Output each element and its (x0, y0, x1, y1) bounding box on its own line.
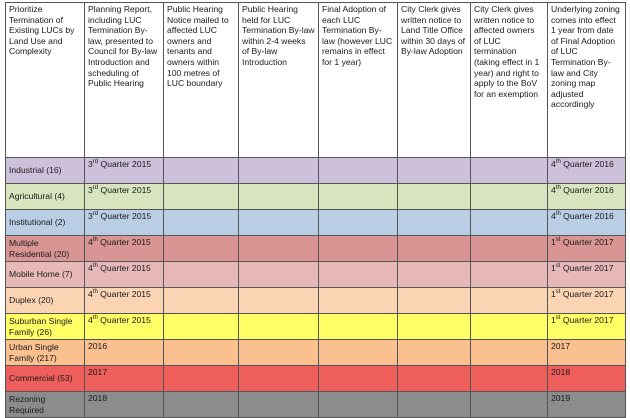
luc-termination-schedule-table (5, 2, 626, 418)
empty-cell (471, 392, 548, 418)
empty-cell (398, 158, 471, 184)
empty-cell (239, 236, 319, 262)
row-label (6, 314, 85, 340)
effective-date-cell (548, 236, 626, 262)
empty-cell (239, 314, 319, 340)
empty-cell (164, 314, 239, 340)
empty-cell (164, 366, 239, 392)
land-use-label: Rezoning Required (9, 393, 46, 415)
start-date-cell (85, 236, 164, 262)
header-owner-notice: City Clerk gives written notice to affected owners of LUC termination (taking effect in 1 year) and right to apply to the BoV for an exemption (471, 3, 548, 158)
start-quarter-suffix: th (92, 237, 98, 244)
start-date-cell (85, 366, 164, 392)
row-label (6, 366, 85, 392)
empty-cell (398, 236, 471, 262)
effective-date-cell (548, 314, 626, 340)
table-row (6, 262, 626, 288)
empty-cell (164, 236, 239, 262)
end-quarter-number: 1 (551, 237, 556, 247)
empty-cell (239, 184, 319, 210)
table-row (6, 158, 626, 184)
empty-cell (164, 184, 239, 210)
empty-cell (471, 262, 548, 288)
header-final-adoption: Final Adoption of each LUC Termination By-law (however LUC remains in effect for 1 year) (319, 3, 398, 158)
empty-cell (319, 366, 398, 392)
start-quarter-suffix: rd (92, 185, 99, 192)
start-date-cell (85, 314, 164, 340)
end-quarter-number: 1 (551, 315, 556, 325)
empty-cell (398, 314, 471, 340)
empty-cell (319, 262, 398, 288)
empty-cell (319, 340, 398, 366)
empty-cell (164, 392, 239, 418)
start-date-text: Quarter 2015 (97, 315, 151, 325)
land-use-label: Industrial (16) (9, 165, 62, 176)
effective-date-cell (548, 210, 626, 236)
empty-cell (239, 158, 319, 184)
empty-cell (239, 340, 319, 366)
start-quarter-number: 4 (88, 237, 93, 247)
table-row (6, 340, 626, 366)
end-date-text: 2019 (551, 393, 571, 403)
empty-cell (239, 210, 319, 236)
table-header (6, 3, 626, 158)
empty-cell (471, 184, 548, 210)
empty-cell (319, 210, 398, 236)
row-label (6, 340, 85, 366)
table-body (6, 158, 626, 418)
land-use-label: Multiple Residential (20) (9, 237, 70, 259)
start-quarter-number: 3 (88, 211, 93, 221)
end-quarter-suffix: st (555, 315, 561, 322)
empty-cell (471, 236, 548, 262)
table-row (6, 210, 626, 236)
empty-cell (398, 184, 471, 210)
start-date-text: Quarter 2015 (98, 211, 152, 221)
start-quarter-number: 3 (88, 185, 93, 195)
row-label (6, 210, 85, 236)
start-date-text: Quarter 2015 (98, 185, 152, 195)
end-quarter-suffix: th (555, 159, 561, 166)
end-quarter-number: 1 (551, 263, 556, 273)
empty-cell (398, 340, 471, 366)
end-date-text: Quarter 2017 (560, 237, 614, 247)
empty-cell (471, 210, 548, 236)
end-quarter-suffix: st (555, 263, 561, 270)
end-date-text: 2018 (551, 367, 571, 377)
start-date-cell (85, 184, 164, 210)
start-date-text: Quarter 2015 (98, 159, 152, 169)
empty-cell (239, 366, 319, 392)
empty-cell (239, 262, 319, 288)
empty-cell (319, 184, 398, 210)
empty-cell (398, 262, 471, 288)
start-date-cell (85, 262, 164, 288)
start-date-text: Quarter 2015 (97, 289, 151, 299)
end-quarter-number: 4 (551, 185, 556, 195)
table-container (5, 2, 626, 418)
start-date-cell (85, 158, 164, 184)
row-label (6, 288, 85, 314)
start-quarter-suffix: th (92, 289, 98, 296)
empty-cell (398, 366, 471, 392)
end-date-text: Quarter 2016 (560, 211, 614, 221)
table-row (6, 366, 626, 392)
land-use-label: Institutional (2) (9, 217, 66, 228)
effective-date-cell (548, 340, 626, 366)
header-land-title-notice: City Clerk gives written notice to Land Title Office within 30 days of By-law Adoption (398, 3, 471, 158)
table-row (6, 314, 626, 340)
end-quarter-suffix: th (555, 185, 561, 192)
row-label (6, 158, 85, 184)
row-label (6, 184, 85, 210)
header-row (6, 3, 626, 158)
empty-cell (319, 314, 398, 340)
start-quarter-suffix: th (92, 263, 98, 270)
start-quarter-number: 4 (88, 263, 93, 273)
end-quarter-suffix: st (555, 237, 561, 244)
empty-cell (319, 236, 398, 262)
empty-cell (164, 288, 239, 314)
header-hearing-held: Public Hearing held for LUC Termination By-law within 2-4 weeks of By-law Introduction (239, 3, 319, 158)
end-quarter-suffix: st (555, 289, 561, 296)
effective-date-cell (548, 288, 626, 314)
empty-cell (239, 288, 319, 314)
table-row (6, 184, 626, 210)
empty-cell (471, 340, 548, 366)
header-prioritize: Prioritize Termination of Existing LUCs by Land Use and Complexity (6, 3, 85, 158)
start-date-cell (85, 340, 164, 366)
start-date-text: 2016 (88, 341, 108, 351)
start-quarter-number: 4 (88, 315, 93, 325)
end-date-text: Quarter 2016 (560, 185, 614, 195)
start-date-text: 2017 (88, 367, 108, 377)
header-hearing-notice: Public Hearing Notice mailed to affected LUC owners and tenants and owners within 100 metres of LUC boundary (164, 3, 239, 158)
end-date-text: Quarter 2017 (560, 315, 614, 325)
empty-cell (319, 158, 398, 184)
table-row (6, 236, 626, 262)
end-quarter-number: 4 (551, 159, 556, 169)
effective-date-cell (548, 158, 626, 184)
start-date-cell (85, 392, 164, 418)
effective-date-cell (548, 184, 626, 210)
start-quarter-number: 3 (88, 159, 93, 169)
empty-cell (471, 158, 548, 184)
end-quarter-number: 1 (551, 289, 556, 299)
effective-date-cell (548, 366, 626, 392)
start-date-text: Quarter 2015 (97, 237, 151, 247)
row-label (6, 262, 85, 288)
start-quarter-suffix: rd (92, 159, 99, 166)
start-date-cell (85, 210, 164, 236)
end-date-text: Quarter 2017 (560, 289, 614, 299)
empty-cell (398, 392, 471, 418)
empty-cell (164, 262, 239, 288)
empty-cell (164, 158, 239, 184)
empty-cell (239, 392, 319, 418)
land-use-label: Agricultural (4) (9, 191, 65, 202)
end-date-text: Quarter 2016 (560, 159, 614, 169)
start-date-text: Quarter 2015 (97, 263, 151, 273)
start-date-text: 2018 (88, 393, 108, 403)
land-use-label: Mobile Home (7) (9, 269, 73, 280)
effective-date-cell (548, 392, 626, 418)
start-quarter-suffix: rd (92, 211, 99, 218)
end-quarter-suffix: th (555, 211, 561, 218)
empty-cell (471, 366, 548, 392)
start-quarter-suffix: th (92, 315, 98, 322)
row-label (6, 236, 85, 262)
table-row (6, 288, 626, 314)
start-quarter-number: 4 (88, 289, 93, 299)
empty-cell (164, 210, 239, 236)
header-zoning-effect: Underlying zoning comes into effect 1 year from date of Final Adoption of LUC Termination By-law and City zoning map adjusted accordingly (548, 3, 626, 158)
end-quarter-number: 4 (551, 211, 556, 221)
land-use-label: Urban Single Family (217) (9, 341, 59, 363)
land-use-label: Suburban Single Family (26) (9, 315, 73, 337)
empty-cell (319, 288, 398, 314)
header-planning-report: Planning Report, including LUC Termination By-law, presented to Council for By-law Introduction and scheduling of Public Hearing (85, 3, 164, 158)
empty-cell (164, 340, 239, 366)
empty-cell (471, 288, 548, 314)
effective-date-cell (548, 262, 626, 288)
start-date-cell (85, 288, 164, 314)
table-row (6, 392, 626, 418)
end-date-text: 2017 (551, 341, 571, 351)
row-label (6, 392, 85, 418)
end-date-text: Quarter 2017 (560, 263, 614, 273)
land-use-label: Commercial (53) (9, 373, 73, 384)
empty-cell (471, 314, 548, 340)
empty-cell (398, 210, 471, 236)
empty-cell (319, 392, 398, 418)
land-use-label: Duplex (20) (9, 295, 54, 306)
empty-cell (398, 288, 471, 314)
